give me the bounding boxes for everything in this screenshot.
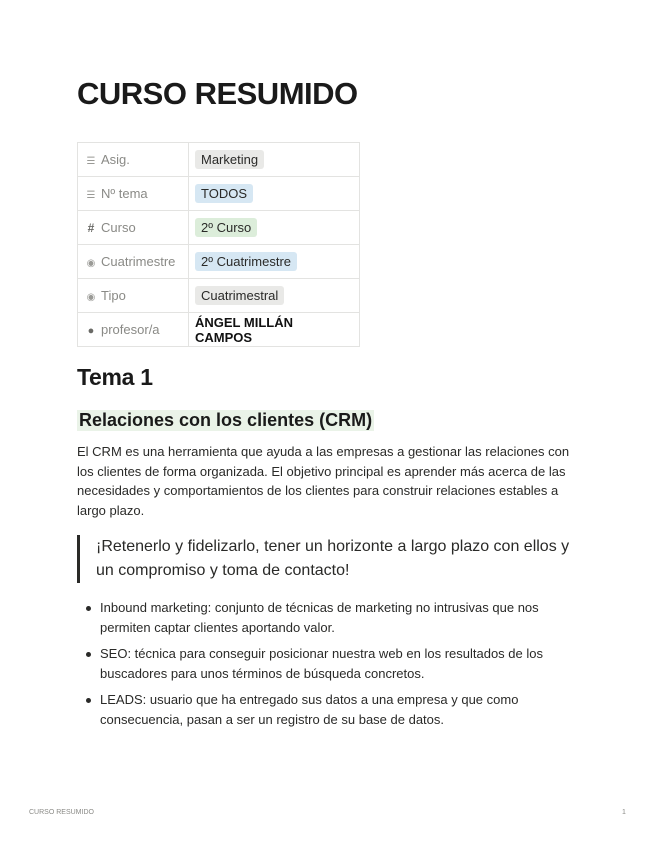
list-item <box>77 690 577 729</box>
list-item <box>77 598 577 637</box>
property-tag[interactable]: 2º Cuatrimestre <box>195 252 297 271</box>
quote-text: ¡Retenerlo y fidelizarlo, tener un horizonte a largo plazo con ellos y un compromiso y toma de contacto! <box>96 538 570 579</box>
list-item-text: SEO: técnica para conseguir posicionar nuestra web en los resultados de los buscadores para unos términos de búsqueda concretos. <box>100 646 543 681</box>
list-icon: ☰ <box>86 156 96 167</box>
bullet-icon <box>86 652 91 657</box>
bullet-icon <box>86 606 91 611</box>
property-person[interactable]: ÁNGEL MILLÁN CAMPOS <box>195 314 293 345</box>
page-title: CURSO RESUMIDO <box>77 76 358 111</box>
property-row-tipo <box>78 279 360 313</box>
property-tag[interactable]: Marketing <box>195 150 264 169</box>
property-key: Nº tema <box>101 186 148 201</box>
list-icon: ☰ <box>86 190 96 201</box>
property-key: Asig. <box>101 152 130 167</box>
property-key: Curso <box>101 220 136 235</box>
property-row-asignatura <box>78 143 360 177</box>
heading-crm: Relaciones con los clientes (CRM) <box>79 410 373 430</box>
bullet-icon <box>86 698 91 703</box>
property-row-curso <box>78 211 360 245</box>
property-key: Tipo <box>101 288 126 303</box>
select-icon: ◉ <box>86 292 96 303</box>
property-tag[interactable]: 2º Curso <box>195 218 257 237</box>
person-icon: ● <box>87 325 95 337</box>
list-item <box>77 644 577 683</box>
crm-paragraph: El CRM es una herramienta que ayuda a las empresas a gestionar las relaciones con los clientes de forma organizada. El objetivo principal es aprender más acerca de las necesidades y comportamientos de los clientes para construir relaciones estables a largo plazo. <box>77 444 570 518</box>
property-row-cuatrimestre <box>78 245 360 279</box>
select-icon: ◉ <box>86 258 96 269</box>
hash-icon: # <box>87 221 95 235</box>
property-key: Cuatrimestre <box>101 254 176 269</box>
list-item-text: Inbound marketing: conjunto de técnicas de marketing no intrusivas que nos permiten captar clientes aportando valor. <box>100 600 539 635</box>
property-row-profesor <box>78 313 360 347</box>
property-tag[interactable]: TODOS <box>195 184 253 203</box>
property-key: profesor/a <box>101 322 160 337</box>
page-number: 1 <box>622 809 626 816</box>
property-tag[interactable]: Cuatrimestral <box>195 286 284 305</box>
property-row-tema <box>78 177 360 211</box>
heading-tema: Tema 1 <box>77 364 153 390</box>
footer-title: CURSO RESUMIDO <box>29 809 94 816</box>
list-item-text: LEADS: usuario que ha entregado sus datos a una empresa y que como consecuencia, pasan a ser un registro de su base de datos. <box>100 692 519 727</box>
properties-table <box>77 142 360 347</box>
bullet-list <box>77 598 577 736</box>
quote-block <box>77 535 576 583</box>
